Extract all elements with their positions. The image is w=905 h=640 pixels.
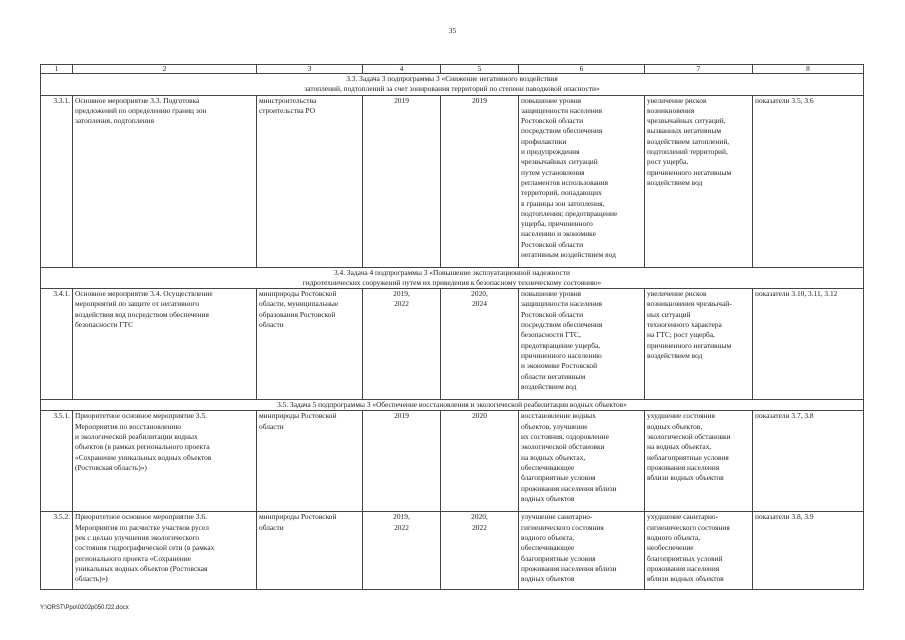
page-number: 35 [448, 26, 457, 35]
column-number: 8 [753, 65, 864, 74]
executor-cell: минстроительства строительства РО [257, 95, 363, 267]
row-number: 3.5.1. [41, 411, 73, 512]
section-header-row [41, 400, 864, 411]
indicator-link-cell: показатели 3.5, 3.6 [753, 95, 864, 267]
end-year-cell: 2020, 2022 [441, 512, 519, 590]
section-header-row [41, 74, 864, 96]
activity-cell: Приоритетное основное мероприятие 3.5. Мероприятия по восстановлению и экологической реабилитации водных объектов (в рамках регионального проекта «Сохранение уникальных водных объектов (Ростовская область)») [73, 411, 257, 512]
document-file-path: Y:\ORST\Ppo\0202p050.f22.docx [40, 605, 129, 611]
section-header-row [41, 267, 864, 289]
column-number-row [41, 65, 864, 74]
row-number: 3.3.1. [41, 95, 73, 267]
start-year-cell: 2019, 2022 [363, 512, 441, 590]
row-number: 3.4.1. [41, 289, 73, 400]
end-year-cell: 2020 [441, 411, 519, 512]
executor-cell: минприроды Ростовской области [257, 411, 363, 512]
section-title: 3.4. Задача 4 подпрограммы 3 «Повышение эксплуатационной надежности гидротехнических сооружений путем их приведения к безопасному техническому состоянию» [41, 267, 864, 289]
table-row [41, 512, 864, 590]
program-activities-table [40, 64, 864, 590]
section-title: 3.5. Задача 5 подпрограммы 3 «Обеспечение восстановления и экологической реабилитации водных объектов» [41, 400, 864, 411]
start-year-cell: 2019 [363, 95, 441, 267]
column-number: 1 [41, 65, 73, 74]
expected-result-cell: восстановление водных объектов, улучшение их состояния, оздоровление экологической обстановки на водных объектах, обеспечивающее благоприятные условия проживания населения вблизи водных объектов [519, 411, 645, 512]
indicator-link-cell: показатели 3.10, 3.11, 3.12 [753, 289, 864, 400]
consequence-cell: ухудшение состояния водных объектов, экологической обстановки на водных объектах, неблагоприятные условия проживания населения вблизи водных объектов [645, 411, 753, 512]
start-year-cell: 2019, 2022 [363, 289, 441, 400]
activity-cell: Основное мероприятие 3.4. Осуществление мероприятий по защите от негативного воздействия вод посредством обеспечения безопасности ГТС [73, 289, 257, 400]
expected-result-cell: повышение уровня защищенности населения Ростовской области посредством обеспечения профилактики и предупреждения чрезвычайных ситуаций путем установления регламентов использования территорий, попадающих в границы зон затопления, подтопления; предотвращение ущерба, причиненного населению и экономике Ростовской области негативным воздействием вод [519, 95, 645, 267]
column-number: 3 [257, 65, 363, 74]
column-number: 5 [441, 65, 519, 74]
column-number: 7 [645, 65, 753, 74]
consequence-cell: увеличение рисков возникновения чрезвычайных ситуаций, вызванных негативным воздействием затоплений, подтоплений территорий, рост ущерба, причиненного негативным воздействием вод [645, 95, 753, 267]
row-number: 3.5.2. [41, 512, 73, 590]
executor-cell: минприроды Ростовской области, муниципальные образования Ростовской области [257, 289, 363, 400]
end-year-cell: 2019 [441, 95, 519, 267]
end-year-cell: 2020, 2024 [441, 289, 519, 400]
column-number: 6 [519, 65, 645, 74]
consequence-cell: увеличение рисков возникновения чрезвычай- ных ситуаций техногенного характера на ГТС; рост ущерба, причиненного негативным воздействием вод [645, 289, 753, 400]
activity-cell: Основное мероприятие 3.3. Подготовка предложений по определению границ зон затопления, подтопления [73, 95, 257, 267]
consequence-cell: ухудшение санитарно- гигиенического состояния водного объекта, необеспечение благоприятных условий проживания населения вблизи водных объектов [645, 512, 753, 590]
table-row [41, 95, 864, 267]
indicator-link-cell: показатели 3.7, 3.8 [753, 411, 864, 512]
column-number: 4 [363, 65, 441, 74]
table-row [41, 411, 864, 512]
column-number: 2 [73, 65, 257, 74]
section-title: 3.3. Задача 3 подпрограммы 3 «Снижение негативного воздействия затоплений, подтоплений за счет зонирования территорий по степени паводковой опасности» [41, 74, 864, 96]
indicator-link-cell: показатели 3.8, 3.9 [753, 512, 864, 590]
expected-result-cell: улучшение санитарно- гигиенического состояния водного объекта, обеспечивающее благоприятные условия проживания населения вблизи водных объектов [519, 512, 645, 590]
expected-result-cell: повышение уровня защищенности населения Ростовской области посредством обеспечения безопасности ГТС, предотвращение ущерба, причиненного населению и экономике Ростовской области негативным воздействием вод [519, 289, 645, 400]
executor-cell: минприроды Ростовской области [257, 512, 363, 590]
start-year-cell: 2019 [363, 411, 441, 512]
activity-cell: Приоритетное основное мероприятие 3.6. Мероприятия по расчистке участков русел рек с целью улучшения экологического состояния гидрографической сети (в рамках регионального проекта «Сохранение уникальных водных объектов (Ростовская область)») [73, 512, 257, 590]
table-row [41, 289, 864, 400]
